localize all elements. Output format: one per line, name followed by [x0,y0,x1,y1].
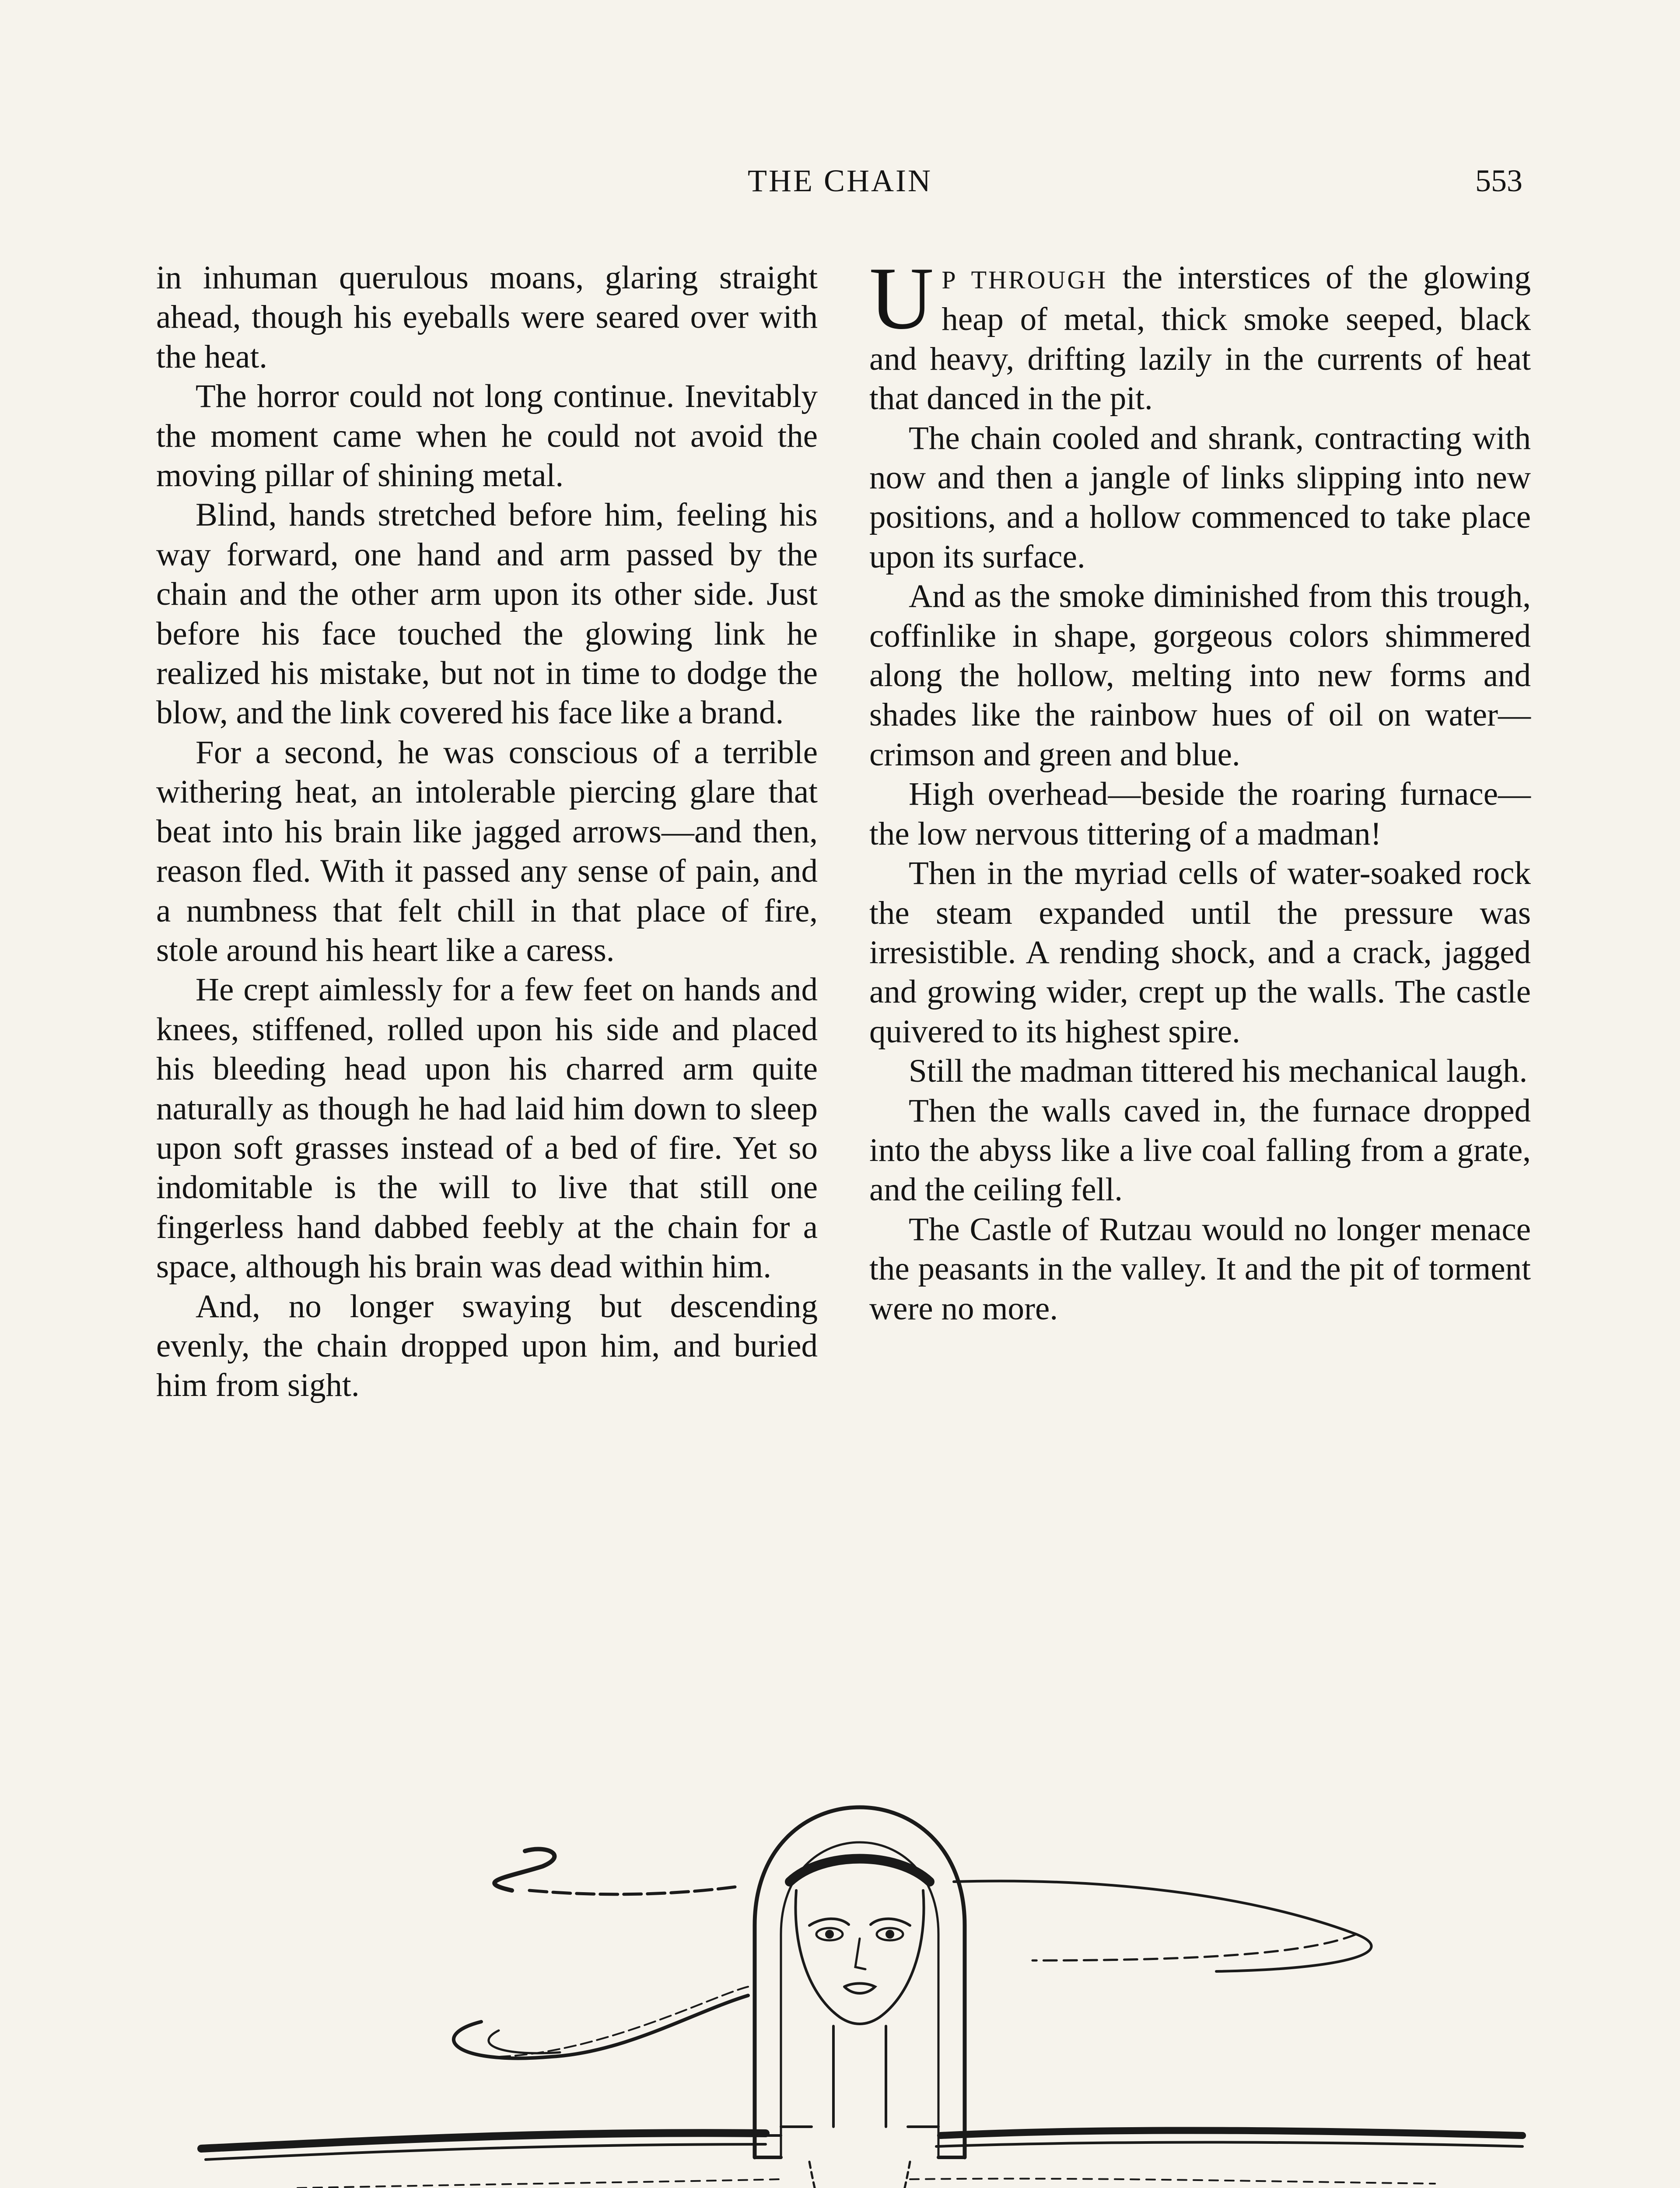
opening-smallcaps: P THROUGH [942,266,1108,294]
paragraph: The horror could not long continue. Inevitably the moment came when he could not avoid the moving pillar of shining metal. [156,378,818,494]
paragraph: Then the walls caved in, the furnace dropped into the abyss like a live coal falling from a grate, and the ceiling fell. [869,1092,1531,1208]
drop-cap: U [869,249,934,348]
paragraph: And, no longer swaying but descending evenly, the chain dropped upon him, and buried him from sight. [156,1288,818,1404]
paragraph: The Castle of Rutzau would no longer menace the peasants in the valley. It and the pit of torment were no more. [869,1211,1531,1327]
chain-illustration [166,1750,1531,2188]
opening-text: the interstices of the glowing heap of metal, thick smoke seeped, black and heavy, drifting lazily in the currents of heat that danced in the pit. [869,259,1531,417]
paragraph: The chain cooled and shrank, contracting with now and then a jangle of links slipping into new positions, and a hollow commenced to take place upon its surface. [869,420,1531,575]
paragraph: He crept aimlessly for a few feet on hands and knees, stiffened, rolled upon his side and placed his bleeding head upon his charred arm quite naturally as though he had laid him down to sleep upon soft grasses instead of a bed of fire. Yet so indomitable is the will to live that still one fingerless hand dabbed feebly at the chain for a space, although his brain was dead within him. [156,971,818,1285]
running-title: THE CHAIN [748,163,932,198]
paragraph: For a second, he was conscious of a terrible withering heat, an intolerable piercing glare that beat into his brain like jagged arrows—and then, reason fled. With it passed any sense of pain, and a numbness that felt chill in that place of fire, stole around his heart like a caress. [156,734,818,968]
page-number: 553 [1475,163,1522,198]
opening-paragraph [869,249,1531,419]
paragraph: And as the smoke diminished from this trough, coffinlike in shape, gorgeous colors shimmered along the hollow, melting into new forms and shades like the rainbow hues of oil on water—crimson and green and blue. [869,578,1531,773]
left-text-column [156,258,818,1406]
paragraph: Then in the myriad cells of water-soaked rock the steam expanded until the pressure was irresistible. A rending shock, and a crack, jagged and growing wider, crept up the walls. The castle quivered to its highest spire. [869,855,1531,1050]
right-text-column [869,249,1531,1329]
paragraph: in inhuman querulous moans, glaring straight ahead, though his eyeballs were seared over with the heat. [156,259,818,375]
paragraph: High overhead—beside the roaring furnace—the low nervous tittering of a madman! [869,776,1531,852]
paragraph: Still the madman tittered his mechanical laugh. [909,1053,1528,1090]
paragraph: Blind, hands stretched before him, feeling his way forward, one hand and arm passed by the chain and the other arm upon its other side. Just before his face touched the glowing link he realized his mistake, but not in time to dodge the blow, and the link covered his face like a brand. [156,497,818,731]
